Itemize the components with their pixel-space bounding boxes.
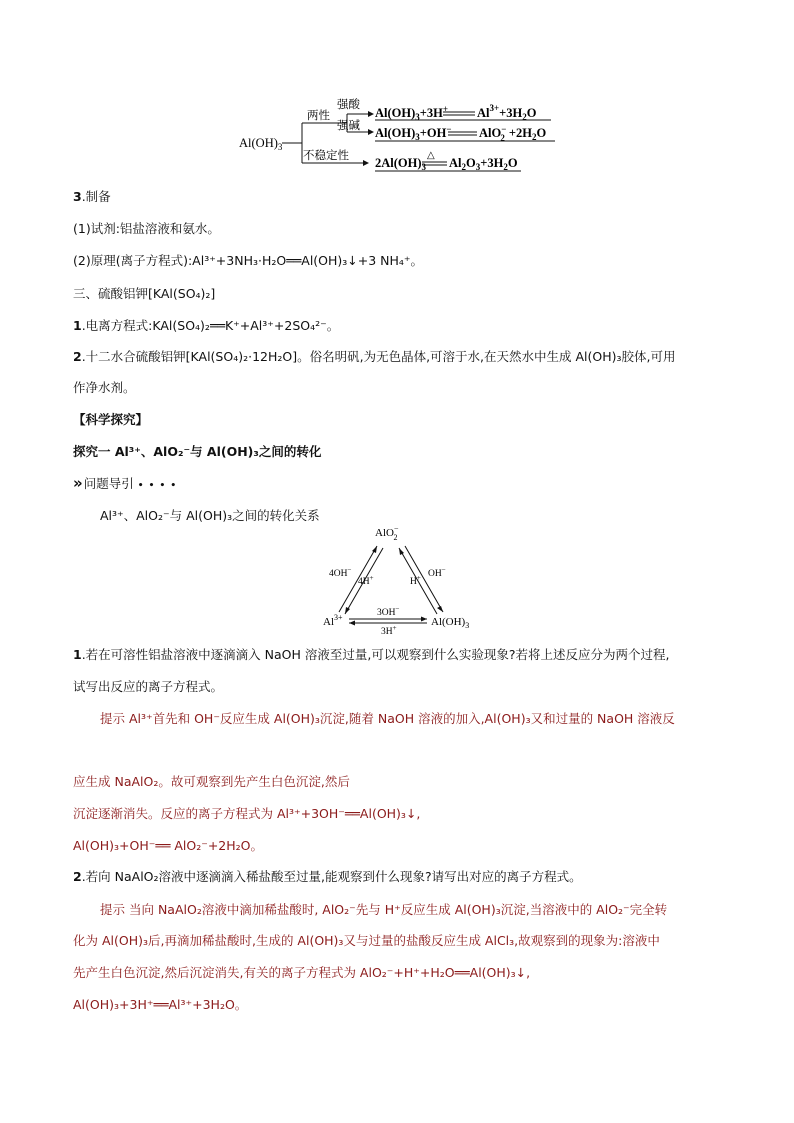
edge-label-h: H+ — [410, 574, 421, 587]
q2-line1: 2.若向 NaAlO₂溶液中逐滴滴入稀盐酸至过量,能观察到什么现象?请写出对应的离子方程式。 — [73, 869, 582, 884]
sec3-principle: (2)原理(离子方程式):Al³⁺+3NH₃·H₂O══Al(OH)₃↓+3 NH₄⁺。 — [73, 253, 424, 268]
explore-title: 探究一 Al³⁺、AlO₂⁻与 Al(OH)₃之间的转化 — [73, 444, 322, 459]
vertex-alo2: AlO− 2 — [375, 524, 399, 542]
guide-header — [73, 474, 177, 492]
eq-aloh3-heat — [375, 150, 521, 172]
sec-three-title: 三、硫酸铝钾[KAl(SO₄)₂] — [73, 286, 216, 301]
svg-text:AlO−2+2H2O: AlO− $2 +2H_2O$ — [479, 124, 547, 143]
svg-text:Al3++3H2O: $Al^{3+}+3H_2O$ — [477, 103, 537, 122]
sec-three-item2-line2: 作净水剂。 — [73, 380, 136, 395]
aloh3-properties-diagram — [225, 95, 570, 180]
svg-text:Al2O3+3H2O: $Al_2O_3+3H_2O$ — [449, 156, 518, 172]
svg-text:2Al(OH)3: $2Al(OH)_3$ — [375, 156, 427, 172]
diagram-left-label: $Al(OH)_3$ — [239, 136, 283, 152]
q1-hint-line3: 沉淀逐渐消失。反应的离子方程式为 Al³⁺+3OH⁻══Al(OH)₃↓, — [73, 806, 421, 821]
q1-hint-line2: 应生成 NaAlO₂。故可观察到先产生白色沉淀,然后 — [73, 774, 350, 789]
vertex-aloh3: $Al(OH)_3$ — [431, 616, 470, 630]
sec-three-item1: 1.电离方程式:KAl(SO₄)₂══K⁺+Al³⁺+2SO₄²⁻。 — [73, 318, 340, 333]
eq-aloh3-base — [375, 124, 555, 143]
q2-hint-line2: 化为 Al(OH)₃后,再滴加稀盐酸时,生成的 Al(OH)₃又与过量的盐酸反应生成 AlCl₃,故观察到的现象为:溶液中 — [73, 933, 660, 948]
eq-aloh3-acid — [375, 103, 551, 122]
edge-label-oh: OH− — [428, 566, 446, 579]
q1-line2: 试写出反应的离子方程式。 — [73, 679, 224, 694]
q2-hint-line1: 提示 当向 NaAlO₂溶液中滴加稀盐酸时, AlO₂⁻先与 H⁺反应生成 Al(OH)₃沉淀,当溶液中的 AlO₂⁻完全转 — [100, 902, 668, 917]
guide-dots: • • • • — [137, 481, 178, 491]
sec3-heading: 3.制备 — [73, 189, 111, 204]
q2-hint-line4: Al(OH)₃+3H⁺══Al³⁺+3H₂O。 — [73, 997, 248, 1012]
branch-strong-base: 强碱 — [337, 120, 360, 132]
double-chevron-icon: » — [73, 474, 80, 492]
q2-hint-line3: 先产生白色沉淀,然后沉淀消失,有关的离子方程式为 AlO₂⁻+H⁺+H₂O══Al(OH)₃↓, — [73, 965, 531, 980]
q1-hint-line1: 提示 Al³⁺首先和 OH⁻反应生成 Al(OH)₃沉淀,随着 NaOH 溶液的加入,Al(OH)₃又和过量的 NaOH 溶液反 — [100, 711, 675, 726]
conversion-triangle-diagram — [315, 522, 485, 642]
q1-line1: 1.若在可溶性铝盐溶液中逐滴滴入 NaOH 溶液至过量,可以观察到什么实验现象?若将上述反应分为两个过程, — [73, 647, 670, 662]
branch-unstable: 不稳定性 — [303, 150, 349, 162]
heat-symbol: △ — [427, 150, 435, 161]
guide-label: 问题导引 — [83, 476, 134, 491]
edge-label-3h: 3H+ — [381, 624, 397, 637]
explore-heading: 【科学探究】 — [73, 412, 149, 427]
relation-caption: Al³⁺、AlO₂⁻与 Al(OH)₃之间的转化关系 — [100, 508, 320, 523]
svg-text:Al(OH)3+3H+: $Al(OH)_3+3H^+$ — [375, 104, 449, 122]
svg-text:Al(OH)3+OH−: $Al(OH)_3+OH^-$ — [375, 124, 452, 142]
branch-amphoteric: 两性 — [307, 110, 330, 122]
q1-hint-line4: Al(OH)₃+OH⁻══ AlO₂⁻+2H₂O。 — [73, 838, 264, 853]
vertex-al3: $Al^{3+}$ — [323, 613, 343, 628]
edge-label-4oh: 4OH− — [329, 566, 352, 579]
edge-label-3oh: 3OH− — [377, 605, 400, 618]
edge-label-4h: 4H+ — [358, 574, 374, 587]
sec-three-item2-line1: 2.十二水合硫酸铝钾[KAl(SO₄)₂·12H₂O]。俗名明矾,为无色晶体,可溶于水,在天然水中生成 Al(OH)₃胶体,可用 — [73, 349, 676, 364]
sec3-reagent: (1)试剂:铝盐溶液和氨水。 — [73, 221, 220, 236]
branch-strong-acid: 强酸 — [337, 99, 360, 111]
